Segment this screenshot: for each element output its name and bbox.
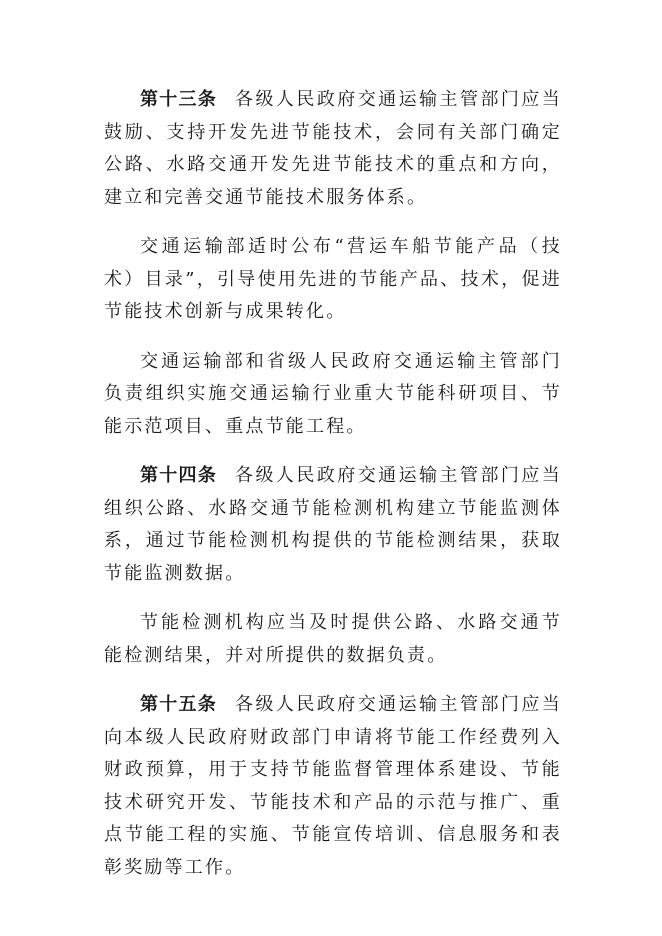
article-13-paragraph <box>104 84 562 214</box>
article-14-number: 第十四条 <box>140 465 218 486</box>
research-projects-paragraph <box>104 346 562 444</box>
article-14-paragraph <box>104 460 562 590</box>
catalog-text: 交通运输部适时公布“营运车船节能产品（技术）目录”，引导使用先进的节能产品、技术，促进节能技术创新与成果转化。 <box>104 236 562 322</box>
testing-results-paragraph <box>104 607 562 672</box>
article-15-text: 各级人民政府交通运输主管部门应当向本级人民政府财政部门申请将节能工作经费列入财政预算，用于支持节能监督管理体系建设、节能技术研究开发、节能技术和产品的示范与推广、重点节能工程的实施、节能宣传培训、信息服务和表彰奖励等工作。 <box>104 694 563 878</box>
catalog-paragraph <box>104 231 562 329</box>
article-15-number: 第十五条 <box>140 694 218 715</box>
article-15-paragraph <box>104 689 562 884</box>
article-14-text: 各级人民政府交通运输主管部门应当组织公路、水路交通节能检测机构建立节能监测体系，通过节能检测机构提供的节能检测结果，获取节能监测数据。 <box>104 465 563 584</box>
research-projects-text: 交通运输部和省级人民政府交通运输主管部门负责组织实施交通运输行业重大节能科研项目、节能示范项目、重点节能工程。 <box>104 350 562 437</box>
article-13-number: 第十三条 <box>140 89 218 110</box>
testing-results-text: 节能检测机构应当及时提供公路、水路交通节能检测结果，并对所提供的数据负责。 <box>104 612 562 666</box>
article-13-text: 各级人民政府交通运输主管部门应当鼓励、支持开发先进节能技术，会同有关部门确定公路、水路交通开发先进节能技术的重点和方向，建立和完善交通节能技术服务体系。 <box>104 89 563 208</box>
